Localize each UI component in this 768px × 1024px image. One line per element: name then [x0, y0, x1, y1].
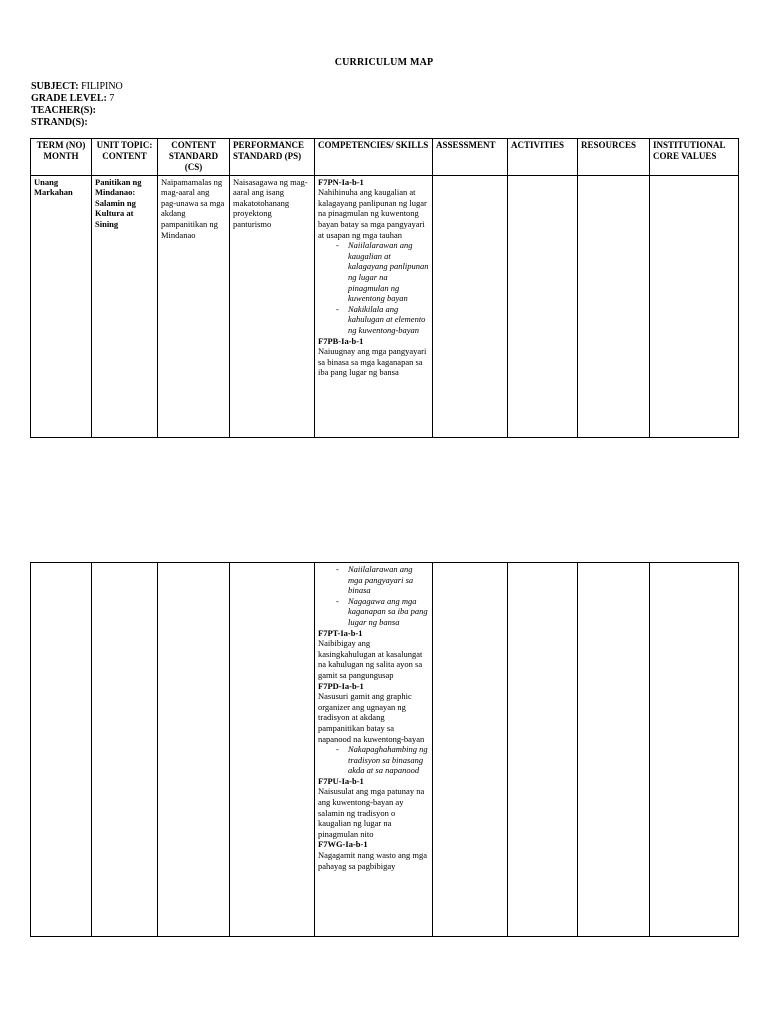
cell-assessment	[433, 175, 508, 437]
competency-desc: Nasusuri gamit ang graphic organizer ang ugnayan ng tradisyon at akdang pampanitikan batay sa napanood na kuwentong-bayan	[318, 691, 425, 744]
competency-desc: Nagagamit nang wasto ang mga pahayag sa pagbibigay	[318, 850, 428, 871]
document-title: CURRICULUM MAP	[334, 57, 434, 68]
competency-code: F7PU-Ia-b-1	[318, 775, 364, 786]
meta-strand	[31, 117, 123, 129]
sub-competency: - Nakapaghahambing ng tradisyon sa binasang akda at sa napanood	[336, 744, 429, 776]
cell-competencies	[315, 175, 433, 437]
header-assessment: ASSESSMENT	[433, 139, 508, 176]
cell-core-values	[650, 175, 739, 437]
competency-code: F7PD-Ia-b-1	[318, 680, 364, 691]
meta-value: 7	[109, 93, 115, 104]
cell-term: Unang Markahan	[31, 175, 92, 437]
meta-label: TEACHER(S):	[31, 105, 97, 116]
header-term: TERM (NO) MONTH	[31, 139, 92, 176]
sub-competency-list	[318, 564, 429, 628]
competency-desc: Naiuugnay ang mga pangyayari sa binasa sa mga kaganapan sa iba pang lugar ng bansa	[318, 346, 427, 378]
cell-assessment	[433, 563, 508, 937]
table-row	[31, 563, 739, 937]
sub-competency-list	[318, 744, 429, 776]
cell-core-values	[650, 563, 739, 937]
sub-competency-list	[318, 240, 429, 335]
competency-code: F7WG-Ia-b-1	[318, 839, 368, 850]
header-unit-topic: UNIT TOPIC: CONTENT	[92, 139, 158, 176]
competency-code: F7PT-Ia-b-1	[318, 627, 363, 638]
header-resources: RESOURCES	[578, 139, 650, 176]
meta-label: GRADE LEVEL:	[31, 93, 107, 104]
cell-activities	[508, 563, 578, 937]
cell-resources	[578, 175, 650, 437]
meta-block	[31, 81, 123, 129]
sub-competency: - Naiilalarawan ang kaugalian at kalagayang panlipunan ng lugar na pinagmulan ng kuwentong bayan	[336, 240, 429, 304]
competency-desc: Naibibigay ang kasingkahulugan at kasalungat na kahulugan ng salita ayon sa gamit sa pangungusap	[318, 638, 423, 680]
sub-competency: - Naiilalarawan ang mga pangyayari sa binasa	[336, 564, 429, 596]
table-row	[31, 175, 739, 437]
competency-desc: Naisusulat ang mga patunay na ang kuwentong-bayan ay salamin ng tradisyon o kaugalian ng lugar na pinagmulan nito	[318, 786, 425, 839]
cell-performance-standard: Naisasagawa ng mag-aaral ang isang makatotohanang proyektong panturismo	[230, 175, 315, 437]
cell-term	[31, 563, 92, 937]
meta-label: STRAND(S):	[31, 117, 88, 128]
meta-teacher	[31, 105, 123, 117]
meta-subject	[31, 81, 123, 93]
meta-grade-level	[31, 93, 123, 105]
competency-code: F7PN-Ia-b-1	[318, 176, 364, 187]
cell-activities	[508, 175, 578, 437]
cell-performance-standard	[230, 563, 315, 937]
curriculum-table	[30, 138, 739, 438]
cell-content-standard	[158, 563, 230, 937]
cell-unit-topic: Panitikan ng Mindanao: Salamin ng Kultura at Sining	[92, 175, 158, 437]
sub-competency: - Nakikilala ang kahulugan at elemento ng kuwentong-bayan	[336, 304, 429, 336]
meta-value: FILIPINO	[81, 81, 123, 92]
cell-unit-topic	[92, 563, 158, 937]
header-core-values: INSTITUTIONAL CORE VALUES	[650, 139, 739, 176]
header-row	[31, 139, 739, 176]
curriculum-table-continued	[30, 562, 739, 937]
cell-competencies	[315, 563, 433, 937]
meta-label: SUBJECT:	[31, 81, 79, 92]
header-activities: ACTIVITIES	[508, 139, 578, 176]
header-competencies: COMPETENCIES/ SKILLS	[315, 139, 433, 176]
competency-desc: Nahihinuha ang kaugalian at kalagayang panlipunan ng lugar na pinagmulan ng kuwentong bayan batay sa mga pangyayari at usapan ng mga tauhan	[318, 187, 427, 240]
cell-content-standard: Naipamamalas ng mag-aaral ang pag-unawa sa mga akdang pampanitikan ng Mindanao	[158, 175, 230, 437]
header-performance-standard: PERFORMANCE STANDARD (PS)	[230, 139, 315, 176]
sub-competency: - Nagagawa ang mga kaganapan sa iba pang lugar ng bansa	[336, 596, 429, 628]
header-content-standard: CONTENT STANDARD (CS)	[158, 139, 230, 176]
competency-code: F7PB-Ia-b-1	[318, 335, 364, 346]
cell-resources	[578, 563, 650, 937]
